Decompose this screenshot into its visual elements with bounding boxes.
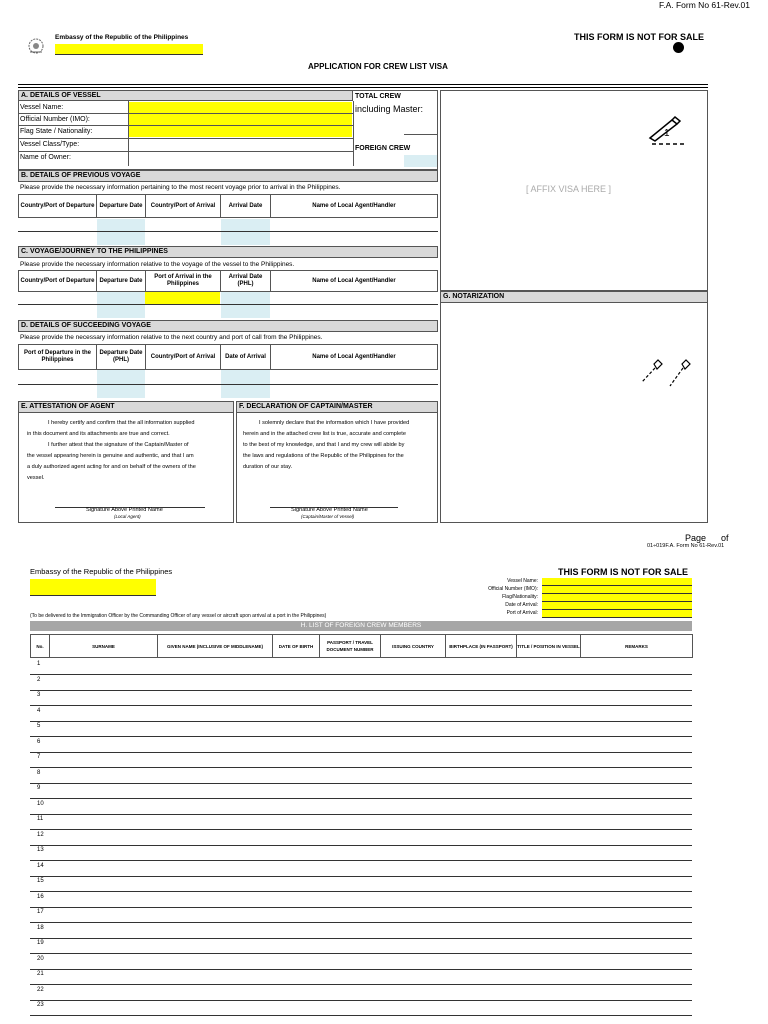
crew-table-header xyxy=(30,634,693,658)
crew-row-number: 4 xyxy=(37,707,41,714)
crew-row-number: 7 xyxy=(37,754,41,760)
crew-row[interactable] xyxy=(30,721,692,722)
col-header: PASSPORT / TRAVEL DOCUMENT NUMBER xyxy=(320,635,381,658)
crew-row[interactable] xyxy=(30,891,692,892)
crew-row-number: 5 xyxy=(37,723,41,729)
section-b-note: Please provide the necessary information pertaining to the most recent voyage prior to arrival in the Philippines. xyxy=(20,184,341,191)
crew-row-number: 14 xyxy=(37,862,44,869)
crew-row[interactable] xyxy=(30,922,692,923)
col-header: REMARKS xyxy=(581,635,693,658)
crew-row[interactable] xyxy=(30,860,692,861)
crew-row[interactable] xyxy=(30,814,692,815)
not-for-sale: THIS FORM IS NOT FOR SALE xyxy=(574,32,704,42)
total-crew-label: TOTAL CREW xyxy=(355,93,401,100)
crew-row-number: 2 xyxy=(37,676,41,683)
crew-row[interactable] xyxy=(30,736,692,737)
col-header: Name of Local Agent/Handler xyxy=(271,195,438,218)
page2-flag-input[interactable] xyxy=(542,594,692,602)
total-crew-input[interactable] xyxy=(404,134,437,135)
col-header: TITLE / POSITION IN VESSEL xyxy=(517,635,581,658)
attestation-line: I further attest that the signature of the Captain/Master of xyxy=(48,442,189,448)
page-label: Page of xyxy=(685,533,729,543)
col-header: Departure Date xyxy=(97,195,146,218)
page2-port-arrival-input[interactable] xyxy=(542,610,692,618)
declaration-line: to the best of my knowledge, and that I and my crew will abide by xyxy=(243,442,405,448)
section-c-note: Please provide the necessary information relative to the voyage of the vessel to the Philippines. xyxy=(20,261,295,268)
attestation-line: the vessel appearing herein is genuine and authentic, and that I am xyxy=(27,453,194,459)
b-row-line xyxy=(18,231,438,232)
flag-state-input[interactable] xyxy=(129,126,352,137)
col-header: DATE OF BIRTH xyxy=(273,635,320,658)
crew-row-number: 22 xyxy=(37,986,44,993)
title-double-rule xyxy=(18,84,708,88)
crew-row[interactable] xyxy=(30,767,692,768)
crew-row-number: 10 xyxy=(37,800,44,807)
crew-row-number: 3 xyxy=(37,692,41,698)
b-departure-date-input[interactable] xyxy=(97,219,145,245)
form-number: F.A. Form No 61-Rev.01 xyxy=(658,0,750,10)
col-header: Country/Port of Departure xyxy=(19,271,97,292)
delivery-note: (To be delivered to the Immigration Officer by the Commanding Officer of any vessel or aircraft upon arrival at a port in the Philippines) xyxy=(30,613,327,619)
section-d-header: D. DETAILS OF SUCCEEDING VOYAGE xyxy=(18,320,438,332)
embassy-field[interactable] xyxy=(55,44,203,55)
crew-row-number: 9 xyxy=(37,785,41,791)
declaration-line: I solemnly declare that the information which I have provided xyxy=(259,420,410,426)
field-vessel-class: Vessel Class/Type: xyxy=(20,141,80,148)
crew-row-number: 23 xyxy=(37,1002,44,1008)
crew-row[interactable] xyxy=(30,752,692,753)
page-title: APPLICATION FOR CREW LIST VISA xyxy=(308,62,448,71)
crew-row-number: 17 xyxy=(37,909,44,915)
crew-row[interactable] xyxy=(30,1000,692,1001)
page2-field-label: Flag/Nationality: xyxy=(502,594,538,600)
crew-row-number: 1 xyxy=(37,661,41,667)
page2-field-label: Port of Arrival: xyxy=(506,610,538,616)
col-header: ISSUING COUNTRY xyxy=(381,635,446,658)
section-c-table xyxy=(18,270,438,292)
captain-signature-sub: (Captain/Master of Vessel) xyxy=(301,514,355,519)
crew-row-number: 13 xyxy=(37,847,44,853)
embassy-name: Embassy of the Republic of the Philippines xyxy=(55,34,189,41)
attestation-line: in this document and its attachments are true and correct. xyxy=(27,431,170,437)
section-d-table xyxy=(18,344,438,370)
col-header: Arrival Date xyxy=(221,195,271,218)
crew-row-number: 12 xyxy=(37,831,44,838)
crew-row[interactable] xyxy=(30,938,692,939)
crew-row-number: 11 xyxy=(37,816,44,822)
c-departure-date-input[interactable] xyxy=(97,292,145,318)
declaration-line: the laws and regulations of the Republic of the Philippines for the xyxy=(243,453,404,459)
page2-field-label: Official Number (IMO): xyxy=(488,586,538,592)
page2-vessel-name-input[interactable] xyxy=(542,578,692,586)
affix-visa-label: [ AFFIX VISA HERE ] xyxy=(526,184,612,194)
col-header: Departure Date xyxy=(97,271,146,292)
crew-row[interactable] xyxy=(30,876,692,877)
col-header: Departure Date (PHL) xyxy=(97,345,146,370)
page2-field-label: Vessel Name: xyxy=(507,578,538,584)
owner-name-input[interactable] xyxy=(129,152,352,163)
section-e-header: E. ATTESTATION OF AGENT xyxy=(18,401,234,413)
declaration-line: duration of our stay. xyxy=(243,464,293,470)
crew-row-number: 18 xyxy=(37,924,44,931)
section-f-header: F. DECLARATION OF CAPTAIN/MASTER xyxy=(236,401,438,413)
crew-row-number: 21 xyxy=(37,971,44,977)
col-header: Port of Departure in the Philippines xyxy=(19,345,97,370)
col-header: Country/Port of Arrival xyxy=(146,195,221,218)
col-header: Name of Local Agent/Handler xyxy=(271,271,438,292)
captain-signature-label: Signature Above Printed Name xyxy=(291,507,368,513)
foreign-crew-input[interactable] xyxy=(404,155,437,167)
crew-row[interactable] xyxy=(30,829,692,830)
section-b-table xyxy=(18,194,438,218)
field-flag-state: Flag State / Nationality: xyxy=(20,128,93,135)
crew-row-number: 8 xyxy=(37,769,41,776)
notary-pen-icon xyxy=(640,358,700,392)
section-c-header: C. VOYAGE/JOURNEY TO THE PHILIPPINES xyxy=(18,246,438,258)
page2-imo-input[interactable] xyxy=(542,586,692,594)
field-vessel-name: Vessel Name: xyxy=(20,104,64,111)
section-h-header: H. LIST OF FOREIGN CREW MEMBERS xyxy=(30,621,692,631)
including-master-label: including Master: xyxy=(355,104,424,114)
crew-row[interactable] xyxy=(30,705,692,706)
punch-hole-icon xyxy=(673,42,684,53)
crew-row-number: 20 xyxy=(37,955,44,962)
page2-date-arrival-input[interactable] xyxy=(542,602,692,610)
col-header: Name of Local Agent/Handler xyxy=(271,345,438,370)
notarization-box xyxy=(440,303,708,523)
section-b-header: B. DETAILS OF PREVIOUS VOYAGE xyxy=(18,170,438,182)
field-official-number: Official Number (IMO): xyxy=(20,116,90,123)
page2-embassy-field[interactable] xyxy=(30,579,156,596)
crew-row[interactable] xyxy=(30,984,692,985)
b-arrival-date-input[interactable] xyxy=(221,219,270,245)
agent-signature-label: Signature Above Printed Name xyxy=(86,507,163,513)
vessel-class-input[interactable] xyxy=(129,139,352,150)
col-header: GIVEN NAME (INCLUSIVE OF MIDDLENAME) xyxy=(158,635,273,658)
pen-number: 1 xyxy=(664,128,670,139)
crew-row-number: 16 xyxy=(37,893,44,900)
crew-row[interactable] xyxy=(30,969,692,970)
agent-signature-sub: (Local Agent) xyxy=(114,514,141,519)
col-header: Country/Port of Departure xyxy=(19,195,97,218)
page2-field-label: Date of Arrival: xyxy=(505,602,538,608)
crew-row-number: 19 xyxy=(37,940,44,946)
section-g-header: G. NOTARIZATION xyxy=(440,291,708,303)
c-row-line xyxy=(18,304,438,305)
crew-row[interactable] xyxy=(30,1015,692,1016)
crew-row-number: 15 xyxy=(37,878,44,884)
crew-row-number: 6 xyxy=(37,738,41,745)
attestation-line: vessel. xyxy=(27,475,45,481)
attestation-line: a duly authorized agent acting for and on behalf of the owners of the xyxy=(27,464,196,470)
col-header: No. xyxy=(31,635,50,658)
page2-not-for-sale: THIS FORM IS NOT FOR SALE xyxy=(558,567,688,577)
d-row-line xyxy=(18,384,438,385)
col-header: BIRTHPLACE (IN PASSPORT) xyxy=(446,635,517,658)
foreign-crew-label: FOREIGN CREW xyxy=(355,145,411,152)
declaration-line: herein and in the attached crew list is true, accurate and complete xyxy=(243,431,406,437)
crew-row[interactable] xyxy=(30,783,692,784)
c-port-of-arrival-input[interactable] xyxy=(145,292,220,304)
col-header: Date of Arrival xyxy=(221,345,271,370)
crew-row[interactable] xyxy=(30,798,692,799)
page2-form-code: 01÷019F.A. Form No 61-Rev.01 xyxy=(647,543,725,549)
col-header: Arrival Date (PHL) xyxy=(221,271,271,292)
section-d-note: Please provide the necessary information relative to the next country and port of call from the Philippines. xyxy=(20,334,323,341)
page2-embassy: Embassy of the Republic of the Philippines xyxy=(30,567,173,576)
field-owner-name: Name of Owner: xyxy=(20,154,71,161)
col-header: Country/Port of Arrival xyxy=(146,345,221,370)
crew-row[interactable] xyxy=(30,674,692,675)
c-arrival-date-input[interactable] xyxy=(221,292,270,318)
col-header: Port of Arrival in the Philippines xyxy=(146,271,221,292)
col-header: SURNAME xyxy=(50,635,158,658)
crew-row[interactable] xyxy=(30,907,692,908)
vessel-name-input[interactable] xyxy=(129,102,352,113)
section-a-header: A. DETAILS OF VESSEL xyxy=(18,90,353,101)
crew-row[interactable] xyxy=(30,690,692,691)
crew-row[interactable] xyxy=(30,953,692,954)
embassy-seal-icon xyxy=(26,36,46,56)
crew-row[interactable] xyxy=(30,845,692,846)
official-number-input[interactable] xyxy=(129,114,352,125)
attestation-line: I hereby certify and confirm that the all information supplied xyxy=(48,420,195,426)
